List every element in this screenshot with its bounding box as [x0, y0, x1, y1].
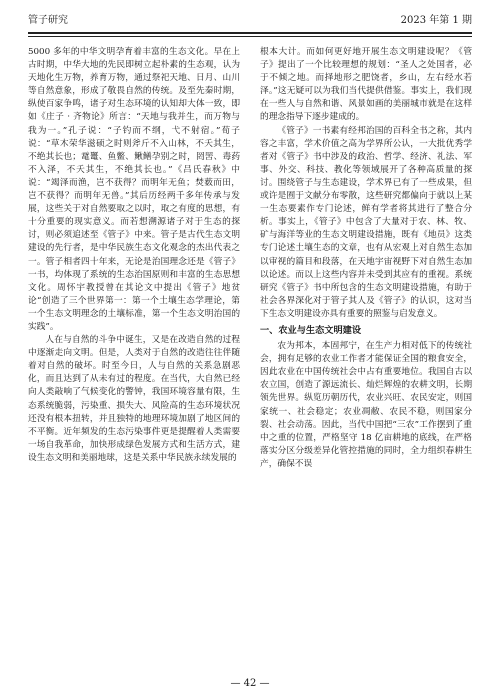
- paragraph: 根本大计。而如何更好地开展生态文明建设呢？《管子》提出了一个比较理想的规划：“圣人之处国者，必于不倾之地。而择地形之肥饶者，乡山，左右经水若泽。”这无疑可以为我们当代提供借鉴。事实上，我们现在一些人与自然和谐、风景如画的美丽城市就是在这样的理念指导下逐步建成的。: [260, 47, 472, 123]
- paragraph: 5000 多年的中华文明孕育着丰富的生态文化。早在上古时期，中华大地的先民即树立起朴素的生态观，认为天地化生万物，养育万物，通过祭祀天地、日月、山川等自然意象，形成了敬畏自然的传统。及至先秦时期，纵使百家争鸣，诸子对生态环境的认知却大体一致，即如《庄子 · 齐物论》所言：“天地与我并生，而万物与我为一。”孔子说：“子钓而不纲，弋不射宿。”荀子说：“草木荣华滋硕之时则斧斤不入山林，不夭其生，不绝其长也；鼋鼍、鱼鳖、鳅鳝孕别之时，罔罟、毒药不入泽，不夭其生，不绝其长也。”《吕氏春秋》中说：“竭泽而渔，岂不获得？而明年无鱼；焚薮而田，岂不获得？而明年无兽。”其后历经两千多年传承与发展，这些关于对自然要取之以时，取之有度的思想，有十分重要的现实意义。而若想溯源诸子对于生态的探讨，则必须追述至《管子》中来。管子是古代生态文明建设的先行者，是中华民族生态文化观念的杰出代表之一。管子相者四十年来，无论是治国理念还是《管子》一书，均体现了系统的生态治国原则和丰富的生态思想文化。周怀宇教授曾在其论文中提出《管子》地贫论“创造了三个世界第一：第一个土壤生态学理论，第一个生态文明理念的土壤标准，第一个生态文明治国的实践”。: [28, 47, 240, 332]
- header-rule-thin: [28, 36, 472, 37]
- header-rule-thick: [28, 32, 472, 34]
- paragraph: 《管子》一书素有经邦治国的百科全书之称，其内容之丰富，学术价值之高为学界所公认，一大批优秀学者对《管子》书中涉及的政治、哲学、经济、礼法、军事、外交、科技、教化等领域展开了各种高质量的探讨。围绕管子与生态建设，学术界已有了一些成果，但或许是囿于文献分布零散，这些研究都偏向于就以上某一生态要素作专门论述，鲜有学者将其进行了整合分析。事实上，《管子》中包含了大量对于农、林、牧、矿与海洋等业的生态文明建设措施，既有《地员》这类专门论述土壤生态的文章，也有从宏观上对自然生态加以审视的篇目和段落，在天地宇宙视野下对自然生态加以论述。而以上这些内容并未受到其应有的重视。系统研究《管子》书中所包含的生态文明建设措施，有助于社会各界深化对于管子其人及《管子》的认识，这对当下生态文明建设亦具有重要的照鉴与启发意义。: [260, 125, 472, 319]
- running-header: [28, 12, 472, 30]
- paragraph: 农为邦本，本固邦宁，在生产力相对低下的传统社会，拥有足够的农业工作者才能保证全国的粮食安全，因此农业在中国传统社会中占有重要地位。我国自古以农立国，创造了源远流长、灿烂辉煌的农耕文明，长期领先世界。纵览历朝历代，农业兴旺、农民安定，则国家统一、社会稳定；农业凋敝、农民不稳，则国家分裂、社会动荡。因此，当代中国把“三农”工作摆到了重中之重的位置，严格坚守 18 亿亩耕地的底线，在严格落实分区分级差异化管控措施的同时，全力组织春耕生产，确保不误: [260, 341, 472, 469]
- journal-name: 管子研究: [28, 15, 68, 26]
- left-column: [28, 46, 240, 664]
- paragraph: 人在与自然的斗争中诞生，又是在改造自然的过程中逐渐走向文明。但是，人类对于自然的改造往往伴随着对自然的破坏。时至今日，人与自然的关系急剧恶化，而且达到了从未有过的程度。在当代，大自然已经向人类敲响了气候变化的警钟，我国环境容量有限，生态系统脆弱，污染重、损失大、风险高的生态环境状况还没有根本扭转，并且独特的地理环境加剧了地区间的不平衡。近年频发的生态污染事件更是提醒着人类需要一场自我革命，加快形成绿色发展方式和生活方式，建设生态文明和美丽地球，这是关系中华民族永续发展的: [28, 335, 240, 463]
- page-number: — 42 —: [230, 678, 270, 689]
- right-column: [260, 46, 472, 664]
- section-heading: 一、农业与生态文明建设: [260, 324, 362, 336]
- issue-label: 2023 年第 1 期: [400, 15, 472, 26]
